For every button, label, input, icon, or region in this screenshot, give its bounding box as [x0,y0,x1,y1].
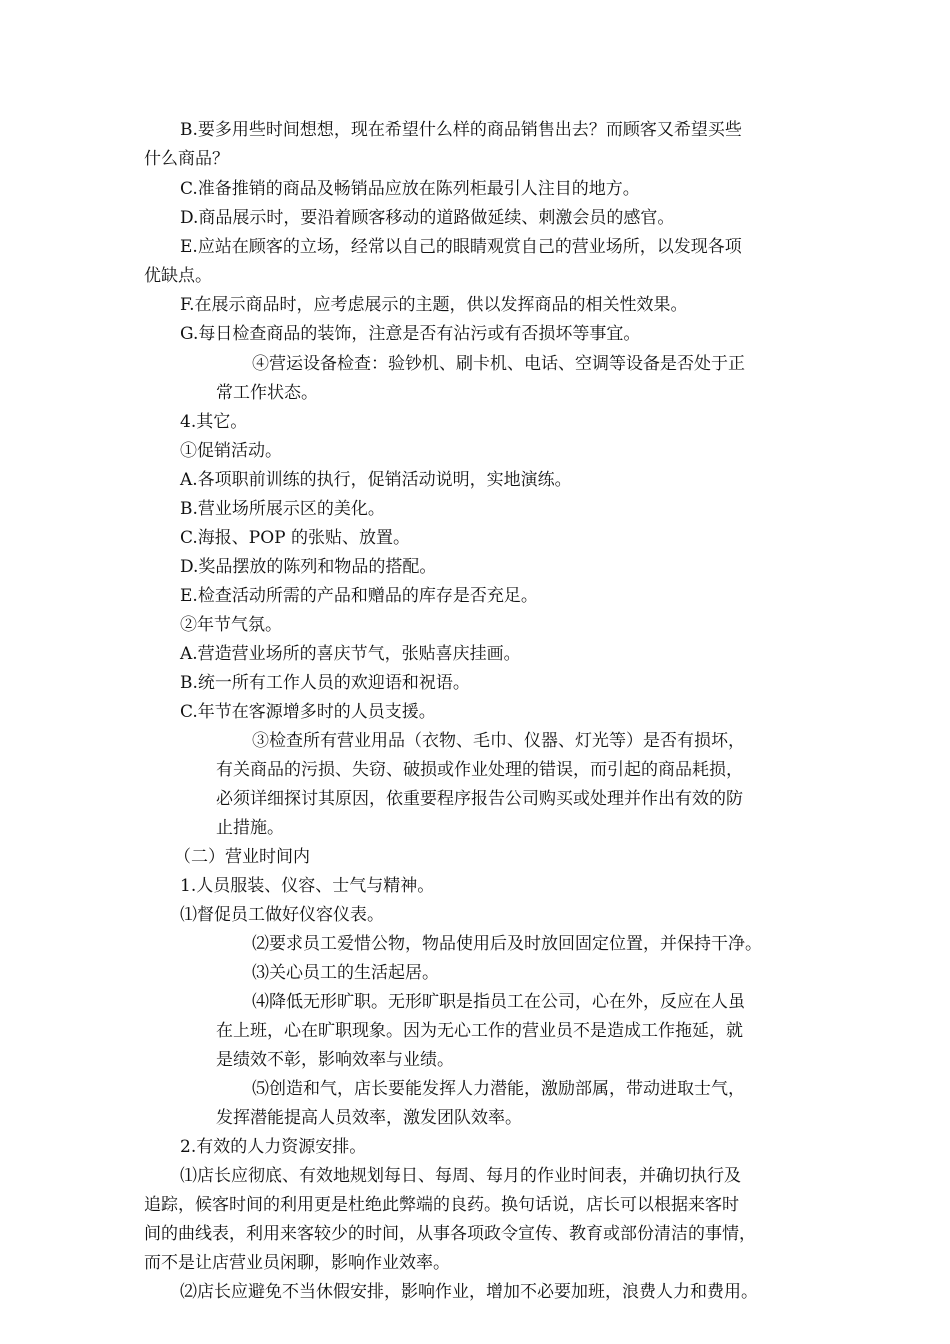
paragraph-line: 有关商品的污损、失窃、破损或作业处理的错误，而引起的商品耗损， [216,760,743,780]
section-heading: （二）营业时间内 [174,847,310,867]
paragraph-line: 常工作状态。 [216,383,318,403]
paragraph-line: D.商品展示时，要沿着顾客移动的道路做延续、刺激会员的感官。 [180,208,675,228]
paragraph-line: G.每日检查商品的装饰，注意是否有沾污或有否损坏等事宜。 [180,324,641,344]
paragraph-line: 而不是让店营业员闲聊，影响作业效率。 [144,1253,450,1273]
paragraph-line: ⑴督促员工做好仪容仪表。 [180,905,384,925]
paragraph-line: 追踪，候客时间的利用更是杜绝此弊端的良药。换句话说，店长可以根据来客时 [144,1195,739,1215]
paragraph-line: 是绩效不彰，影响效率与业绩。 [216,1050,454,1070]
paragraph-line: 间的曲线表，利用来客较少的时间，从事各项政令宣传、教育或部份清洁的事情， [144,1224,756,1244]
paragraph-line: E.检查活动所需的产品和赠品的库存是否充足。 [180,586,538,606]
paragraph-line: ⑵店长应避免不当休假安排，影响作业，增加不必要加班，浪费人力和费用。 [180,1282,758,1302]
paragraph-line: ⑸创造和气，店长要能发挥人力潜能，激励部属，带动进取士气， [252,1079,745,1099]
paragraph-line: B.要多用些时间想想，现在希望什么样的商品销售出去？而顾客又希望买些 [180,120,742,140]
paragraph-line: B.营业场所展示区的美化。 [180,499,385,519]
paragraph-line: D.奖品摆放的陈列和物品的搭配。 [180,557,437,577]
paragraph-line: A.各项职前训练的执行，促销活动说明，实地演练。 [180,470,572,490]
paragraph-line: F.在展示商品时，应考虑展示的主题，供以发挥商品的相关性效果。 [180,295,688,315]
subsection-heading: ②年节气氛。 [180,615,282,635]
section-heading: 2.有效的人力资源安排。 [180,1137,367,1157]
paragraph-line: B.统一所有工作人员的欢迎语和祝语。 [180,673,470,693]
paragraph-line: C.海报、POP 的张贴、放置。 [180,528,411,548]
paragraph-line: ③检查所有营业用品（衣物、毛巾、仪器、灯光等）是否有损坏， [252,731,745,751]
paragraph-line: ⑴店长应彻底、有效地规划每日、每周、每月的作业时间表，并确切执行及 [180,1166,741,1186]
paragraph-line: 优缺点。 [144,266,212,286]
paragraph-line: C.准备推销的商品及畅销品应放在陈列柜最引人注目的地方。 [180,179,640,199]
paragraph-line: ⑶关心员工的生活起居。 [252,963,439,983]
subsection-heading: ①促销活动。 [180,441,282,461]
paragraph-line: 必须详细探讨其原因，依重要程序报告公司购买或处理并作出有效的防 [216,789,743,809]
paragraph-line: 在上班，心在旷职现象。因为无心工作的营业员不是造成工作拖延，就 [216,1021,743,1041]
paragraph-line: 止措施。 [216,818,284,838]
section-heading: 1.人员服装、仪容、士气与精神。 [180,876,435,896]
paragraph-line: 什么商品？ [144,149,229,169]
paragraph-line: ⑷降低无形旷职。无形旷职是指员工在公司，心在外，反应在人虽 [252,992,745,1012]
paragraph-line: ④营运设备检查：验钞机、刷卡机、电话、空调等设备是否处于正 [252,354,745,374]
paragraph-line: A.营造营业场所的喜庆节气，张贴喜庆挂画。 [180,644,521,664]
paragraph-line: ⑵要求员工爱惜公物，物品使用后及时放回固定位置，并保持干净。 [252,934,762,954]
paragraph-line: 发挥潜能提高人员效率，激发团队效率。 [216,1108,522,1128]
section-heading: 4.其它。 [180,412,248,432]
paragraph-line: E.应站在顾客的立场，经常以自己的眼睛观赏自己的营业场所，以发现各项 [180,237,742,257]
paragraph-line: C.年节在客源增多时的人员支援。 [180,702,436,722]
